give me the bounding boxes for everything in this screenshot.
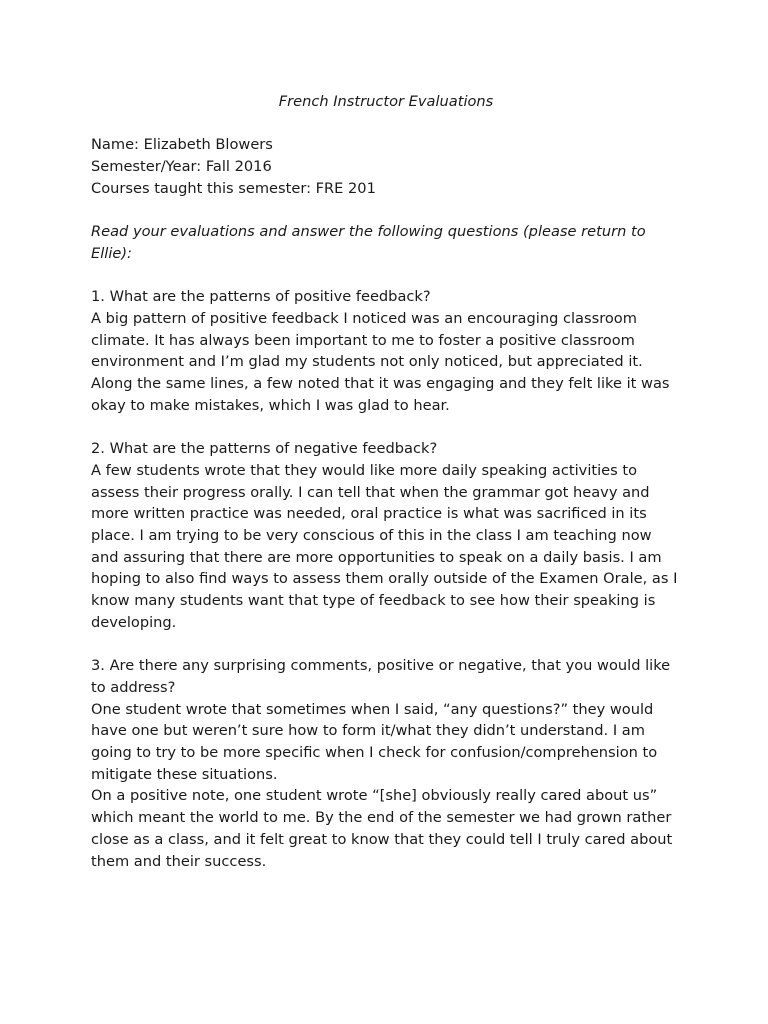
semester-line: Semester/Year: Fall 2016 (91, 158, 272, 176)
document-title: French Instructor Evaluations (278, 93, 494, 110)
info-block (91, 134, 681, 199)
name-line: Name: Elizabeth Blowers (91, 136, 273, 154)
document-content (91, 91, 681, 894)
question-1: 1. What are the patterns of positive feedback? (91, 288, 431, 306)
instructions-text: Read your evaluations and answer the following questions (please return to Ellie): (91, 223, 646, 262)
answer-1: A big pattern of positive feedback I noticed was an encouraging classroom climate. It has always been important to me to foster a positive classroom environment and I’m glad my students not only noticed, but appreciated it. Along the same lines, a few noted that it was engaging and they felt like it was okay to make mistakes, which I was glad to hear. (91, 309, 670, 414)
courses-line: Courses taught this semester: FRE 201 (91, 179, 376, 197)
qa-item-1 (91, 286, 681, 416)
answer-2: A few students wrote that they would like more daily speaking activities to assess their progress orally. I can tell that when the grammar got heavy and more written practice was needed, oral practice is what was sacrificed in its place. I am trying to be very conscious of this in the class I am teaching now and assuring that there are more opportunities to speak on a daily basis. I am hoping to also find ways to assess them orally outside of the Examen Orale, as I know many students want that type of feedback to see how their speaking is developing. (91, 461, 678, 631)
qa-item-3 (91, 655, 681, 872)
question-3: 3. Are there any surprising comments, positive or negative, that you would like to address? (91, 657, 671, 696)
answer-3a: One student wrote that sometimes when I said, “any questions?” they would have one but weren’t sure how to form it/what they didn’t understand. I am going to try to be more specific when I check for confusion/comprehension to mitigate these situations. (91, 700, 658, 783)
question-2: 2. What are the patterns of negative feedback? (91, 440, 438, 458)
qa-item-2 (91, 438, 681, 633)
answer-3b: On a positive note, one student wrote “[she] obviously really cared about us” which meant the world to me. By the end of the semester we had grown rather close as a class, and it felt great to know that they could tell I truly cared about them and their success. (91, 787, 673, 870)
